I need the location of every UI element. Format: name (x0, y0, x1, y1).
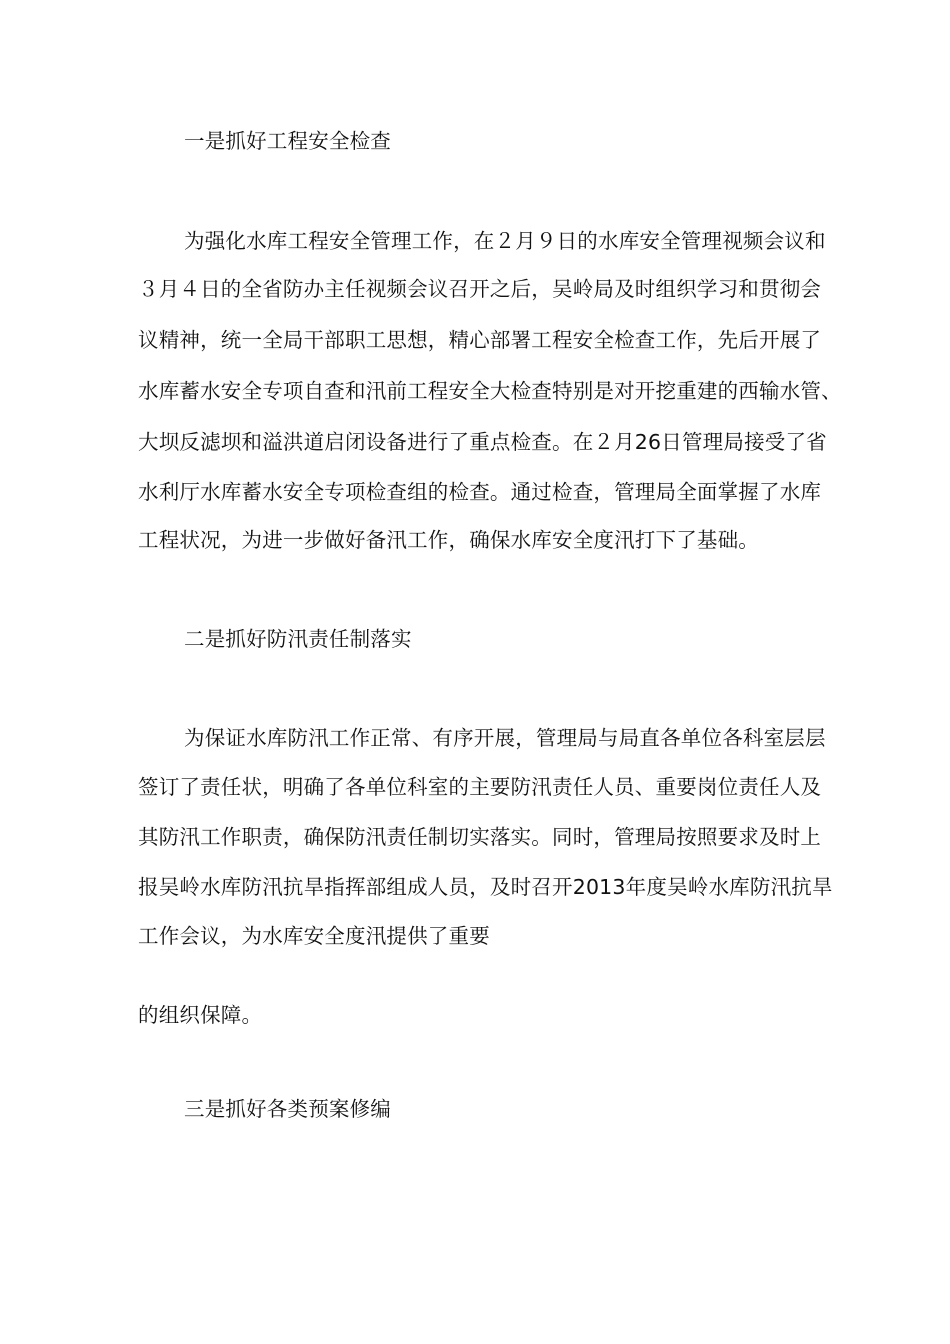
section-3-heading: 三是抓好各类预案修编 (184, 1097, 391, 1121)
section-1-line-6: 水利厅水库蓄水安全专项检查组的检查。通过检查，管理局全面掌握了水库 (138, 480, 822, 504)
section-2-line-5: 工作会议，为水库安全度汛提供了重要 (138, 924, 490, 948)
section-1-line-3: 议精神，统一全局干部职工思想，精心部署工程安全检查工作，先后开展了 (138, 328, 822, 352)
section-2-line-1: 为保证水库防汛工作正常、有序开展，管理局与局直各单位各科室层层 (184, 726, 826, 750)
section-1-line-5: 大坝反滤坝和溢洪道启闭设备进行了重点检查。在２月26日管理局接受了省 (138, 430, 827, 454)
section-1-line-1: 为强化水库工程安全管理工作，在２月９日的水库安全管理视频会议和 (184, 229, 826, 253)
section-2-line-2: 签订了责任状，明确了各单位科室的主要防汛责任人员、重要岗位责任人及 (138, 775, 822, 799)
section-2-line-6: 的组织保障。 (138, 1003, 263, 1027)
section-1-line-2: ３月４日的全省防办主任视频会议召开之后，吴岭局及时组织学习和贯彻会 (138, 277, 822, 301)
section-1-line-7: 工程状况，为进一步做好备汛工作，确保水库安全度汛打下了基础。 (138, 528, 759, 552)
section-1-heading: 一是抓好工程安全检查 (184, 129, 391, 153)
section-2-line-3: 其防汛工作职责，确保防汛责任制切实落实。同时，管理局按照要求及时上 (138, 825, 822, 849)
section-2-heading: 二是抓好防汛责任制落实 (184, 627, 412, 651)
section-1-line-4: 水库蓄水安全专项自查和汛前工程安全大检查特别是对开挖重建的西输水管、 (138, 379, 842, 403)
section-2-line-4: 报吴岭水库防汛抗旱指挥部组成人员，及时召开2013年度吴岭水库防汛抗旱 (138, 875, 833, 899)
